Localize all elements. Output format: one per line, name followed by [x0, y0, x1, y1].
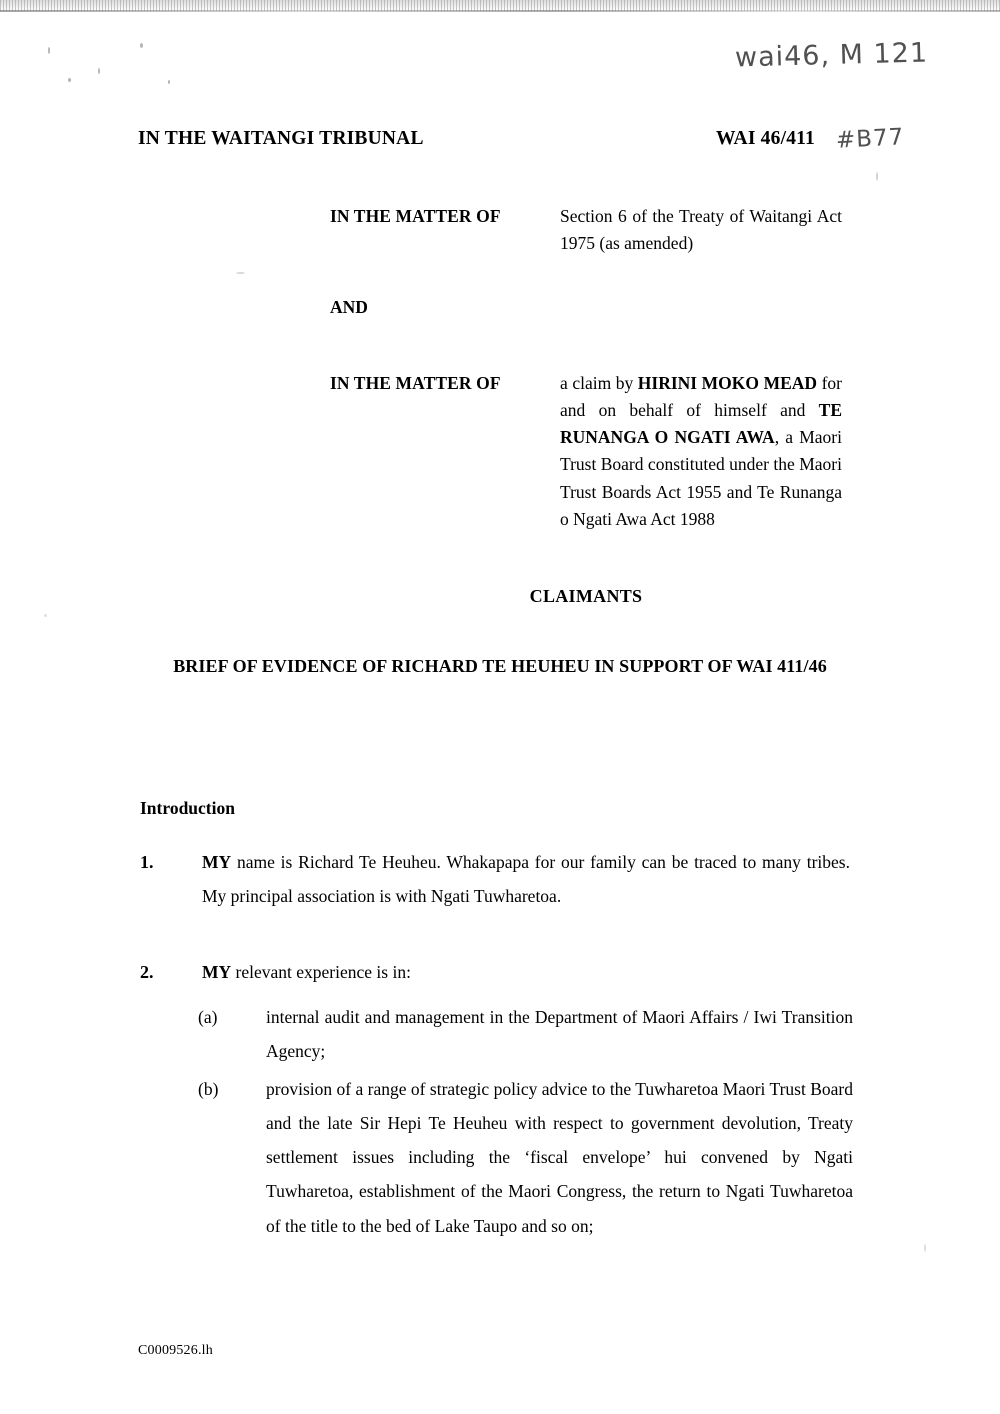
- claim-tail-text: , a Maori Trust Board constituted under the Maori Trust Boards Act 1955 and Te Runanga o Ngati Awa Act 1988: [560, 427, 842, 529]
- header-row: [138, 128, 878, 150]
- matter-body-claim: [560, 370, 842, 533]
- scan-speck: [98, 68, 100, 74]
- matter-label: IN THE MATTER OF: [330, 206, 501, 226]
- matter-label: IN THE MATTER OF: [330, 373, 501, 393]
- matter-block-and: [330, 297, 842, 318]
- document-title: BRIEF OF EVIDENCE OF RICHARD TE HEUHEU IN SUPPORT OF WAI 411/46: [173, 656, 827, 676]
- paragraph-text: [202, 955, 850, 989]
- scan-speck: [140, 43, 143, 48]
- footer-document-reference: C0009526.lh: [138, 1343, 213, 1358]
- subparagraph-a: [198, 1000, 853, 1068]
- subparagraph-text: internal audit and management in the Department of Maori Affairs / Iwi Transition Agency;: [266, 1007, 853, 1062]
- matter-block-statute: [330, 203, 842, 257]
- paragraph-number: 2.: [140, 962, 154, 982]
- paragraph-body-text: relevant experience is in:: [231, 962, 411, 982]
- paragraph-lead-word: MY: [202, 852, 232, 872]
- wai-case-number: WAI 46/411: [716, 128, 815, 149]
- claim-mid-text: for and on behalf of himself and: [560, 373, 843, 421]
- scan-speck: [168, 80, 170, 84]
- tribunal-heading: IN THE WAITANGI TRIBUNAL: [138, 128, 424, 149]
- scan-artifact-top-rule: [0, 10, 1000, 12]
- scan-speck: [236, 272, 245, 274]
- paragraph-lead-word: MY: [202, 962, 232, 982]
- handwritten-annotation-top: wai46, M 121: [734, 37, 929, 74]
- claimants-label: CLAIMANTS: [529, 586, 643, 606]
- subparagraph-marker: (a): [198, 1007, 218, 1027]
- scan-speck: [44, 614, 47, 617]
- paragraph-body-text: name is Richard Te Heuheu. Whakapapa for our family can be traced to many tribes. My principal association is with Ngati Tuwharetoa.: [202, 852, 850, 907]
- subparagraph-text: provision of a range of strategic policy advice to the Tuwharetoa Maori Trust Board and the late Sir Hepi Te Heuheu with respect to government devolution, Treaty settlement issues including the ‘fiscal envelope’ hui convened by Ngati Tuwharetoa, establishment of the Maori Congress, the return to Ngati Tuwharetoa of the title to the bed of Lake Taupo and so on;: [266, 1079, 853, 1236]
- claim-lead-text: a claim by: [560, 373, 638, 393]
- section-heading-introduction: Introduction: [140, 798, 235, 818]
- handwritten-annotation-wai: #B77: [835, 124, 905, 154]
- paragraph-number: 1.: [140, 852, 154, 872]
- subparagraph-marker: (b): [198, 1079, 219, 1099]
- scan-speck: [68, 78, 71, 82]
- scan-speck: [924, 1244, 926, 1252]
- claimant-entity: TE RUNANGA O NGATI AWA: [560, 400, 842, 448]
- matter-body-statute: Section 6 of the Treaty of Waitangi Act 1975 (as amended): [560, 206, 842, 254]
- paragraph-1: [140, 845, 850, 913]
- paragraph-text: [202, 845, 850, 913]
- matter-block-claim: [330, 370, 842, 533]
- subparagraph-b: [198, 1072, 853, 1243]
- scan-speck: [876, 172, 878, 181]
- scan-speck: [48, 47, 50, 54]
- and-conjunction-label: AND: [330, 297, 368, 317]
- claimant-name: HIRINI MOKO MEAD: [637, 373, 818, 393]
- paragraph-2: [140, 955, 850, 990]
